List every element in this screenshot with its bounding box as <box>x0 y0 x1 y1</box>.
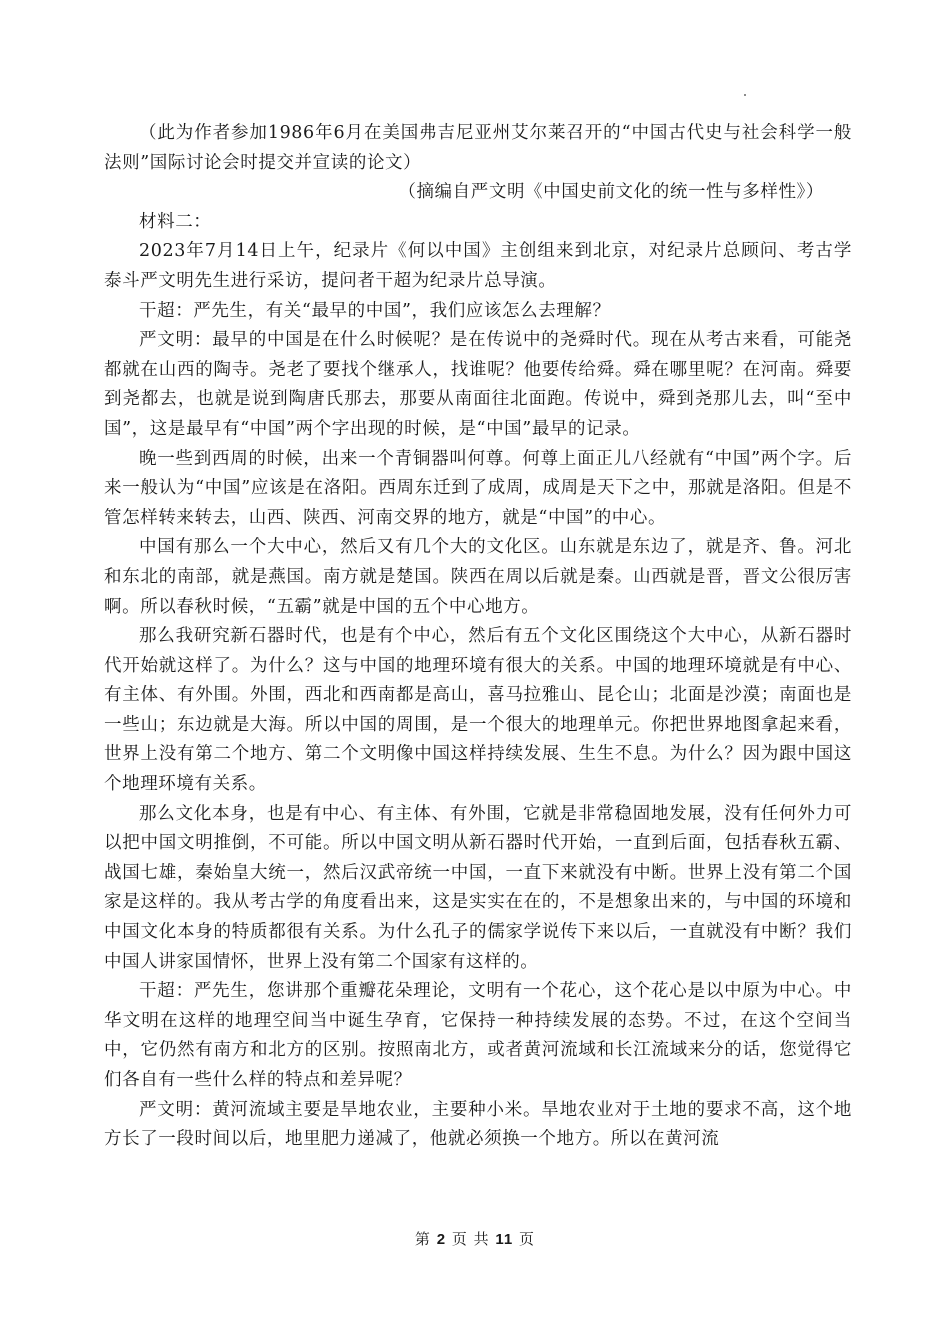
page-number: 2 <box>436 1231 447 1248</box>
paragraph: 严文明：最早的中国是在什么时候呢？是在传说中的尧舜时代。现在从考古来看，可能尧都就在山西的陶寺。尧老了要找个继承人，找谁呢？他要传给舜。舜在哪里呢？在河南。舜要到尧都去，也就是说到陶唐氏那去，那要从南面往北面跑。传说中，舜到尧那儿去，叫“至中国”，这是最早有“中国”两个字出现的时候，是“中国”最早的记录。 <box>104 330 852 439</box>
footer-middle: 页 共 <box>451 1230 490 1248</box>
paragraph: 晚一些到西周的时候，出来一个青铜器叫何尊。何尊上面正儿八经就有“中国”两个字。后来一般认为“中国”应该是在洛阳。西周东迁到了成周，成周是天下之中，那就是洛阳。但是不管怎样转来转去，山西、陕西、河南交界的地方，就是“中国”的中心。 <box>104 448 852 528</box>
paragraph-note: （此为作者参加1986年6月在美国弗吉尼亚州艾尔莱召开的“中国古代史与社会科学一般法则”国际讨论会时提交并宣读的论文） <box>104 123 852 173</box>
paragraph: 那么文化本身，也是有中心、有主体、有外围，它就是非常稳固地发展，没有任何外力可以把中国文明推倒，不可能。所以中国文明从新石器时代开始，一直到后面，包括春秋五霸、战国七雄，秦始皇大统一，然后汉武帝统一中国，一直下来就没有中断。世界上没有第二个国家是这样的。我从考古学的角度看出来，这是实实在在的，不是想象出来的，与中国的环境和中国文化本身的特质都很有关系。为什么孔子的儒家学说传下来以后，一直就没有中断？我们中国人讲家国情怀，世界上没有第二个国家有这样的。 <box>104 803 852 972</box>
footer-prefix: 第 <box>414 1230 431 1248</box>
page-total: 11 <box>495 1231 514 1248</box>
paragraph: 干超：严先生，有关“最早的中国”，我们应该怎么去理解？ <box>139 300 611 321</box>
page-footer <box>0 1228 950 1249</box>
scan-speck <box>744 94 746 96</box>
paragraph: 中国有那么一个大中心，然后又有几个大的文化区。山东就是东边了，就是齐、鲁。河北和东北的南部，就是燕国。南方就是楚国。陕西在周以后就是秦。山西就是晋，晋文公很厉害啊。所以春秋时候，“五霸”就是中国的五个中心地方。 <box>104 537 852 617</box>
paragraph: 干超：严先生，您讲那个重瓣花朵理论，文明有一个花心，这个花心是以中原为中心。中华文明在这样的地理空间当中诞生孕育，它保持一种持续发展的态势。不过，在这个空间当中，它仍然有南方和北方的区别。按照南北方，或者黄河流域和长江流域来分的话，您觉得它们各自有一些什么样的特点和差异呢？ <box>104 981 852 1090</box>
paragraph-source: （摘编自严文明《中国史前文化的统一性与多样性》） <box>398 182 824 203</box>
paragraph: 那么我研究新石器时代，也是有个中心，然后有五个文化区围绕这个大中心，从新石器时代开始就这样了。为什么？这与中国的地理环境有很大的关系。中国的地理环境就是有中心、有主体、有外围。外围，西北和西南都是高山，喜马拉雅山、昆仑山；北面是沙漠；南面也是一些山；东边就是大海。所以中国的周围，是一个很大的地理单元。你把世界地图拿起来看，世界上没有第二个地方、第二个文明像中国这样持续发展、生生不息。为什么？因为跟中国这个地理环境有关系。 <box>104 626 852 795</box>
footer-suffix: 页 <box>519 1230 536 1248</box>
paragraph: 2023年7月14日上午，纪录片《何以中国》主创组来到北京，对纪录片总顾问、考古学泰斗严文明先生进行采访，提问者干超为纪录片总导演。 <box>104 241 852 291</box>
paragraph: 严文明：黄河流域主要是旱地农业，主要种小米。旱地农业对于土地的要求不高，这个地方长了一段时间以后，地里肥力递减了，他就必须换一个地方。所以在黄河流 <box>104 1099 852 1150</box>
section-heading: 材料二： <box>139 211 212 232</box>
article-body <box>104 119 852 1155</box>
